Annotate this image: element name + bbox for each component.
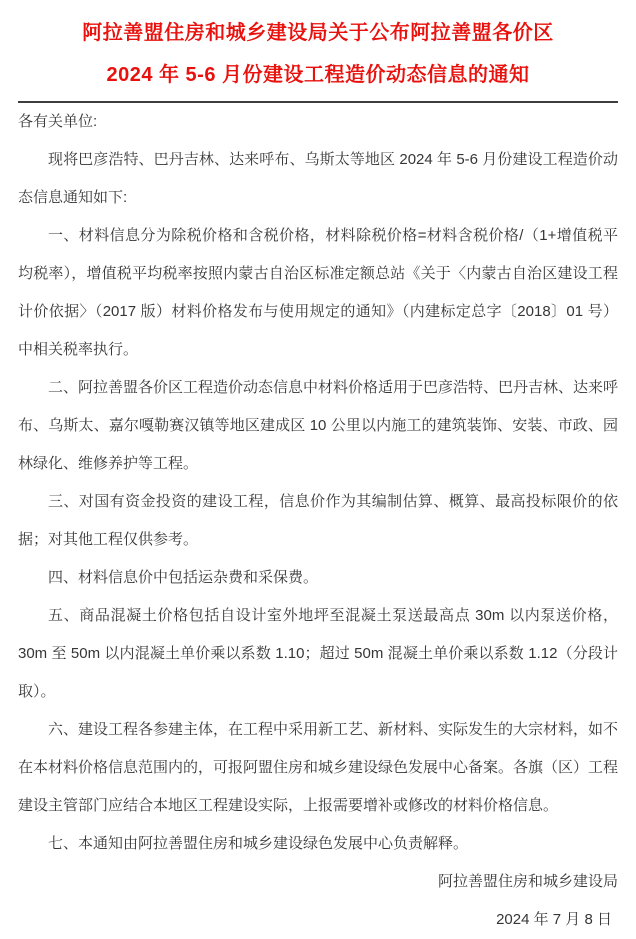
title-line-2: 2024 年 5-6 月份建设工程造价动态信息的通知 (106, 64, 530, 86)
document-body (18, 103, 618, 939)
document-title (18, 12, 618, 96)
clause-3: 三、对国有资金投资的建设工程，信息价作为其编制估算、概算、最高投标限价的依据；对其他工程仅供参考。 (18, 493, 618, 548)
signature-organization: 阿拉善盟住房和城乡建设局 (437, 873, 618, 890)
clause-4: 四、材料信息价中包括运杂费和采保费。 (48, 569, 319, 586)
clause-7: 七、本通知由阿拉善盟住房和城乡建设绿色发展中心负责解释。 (48, 835, 469, 852)
signature-date: 2024 年 7 月 8 日 (496, 911, 612, 928)
clause-5: 五、商品混凝土价格包括自设计室外地坪至混凝土泵送最高点 30m 以内泵送价格，30m 至 50m 以内混凝土单价乘以系数 1.10；超过 50m 混凝土单价乘以系数 1.12（分段计取）。 (18, 607, 618, 700)
title-line-1: 阿拉善盟住房和城乡建设局关于公布阿拉善盟各价区 (82, 22, 554, 44)
intro-paragraph: 现将巴彦浩特、巴丹吉林、达来呼布、乌斯太等地区 2024 年 5-6 月份建设工程造价动态信息通知如下: (18, 151, 618, 206)
clause-2: 二、阿拉善盟各价区工程造价动态信息中材料价格适用于巴彦浩特、巴丹吉林、达来呼布、乌斯太、嘉尔嘎勒赛汉镇等地区建成区 10 公里以内施工的建筑装饰、安装、市政、园林绿化、维修养护等工程。 (18, 379, 619, 472)
clause-6: 六、建设工程各参建主体，在工程中采用新工艺、新材料、实际发生的大宗材料，如不在本材料价格信息范围内的，可报阿盟住房和城乡建设绿色发展中心备案。各旗（区）工程建设主管部门应结合本地区工程建设实际，上报需要增补或修改的材料价格信息。 (18, 721, 619, 814)
clause-1: 一、材料信息分为除税价格和含税价格，材料除税价格=材料含税价格/（1+增值税平均税率），增值税平均税率按照内蒙古自治区标准定额总站《关于〈内蒙古自治区建设工程计价依据〉（2017 版）材料价格发布与使用规定的通知》（内建标定总字〔2018〕01 号）中相关税率执行。 (18, 227, 618, 358)
salutation: 各有关单位: (18, 113, 98, 130)
